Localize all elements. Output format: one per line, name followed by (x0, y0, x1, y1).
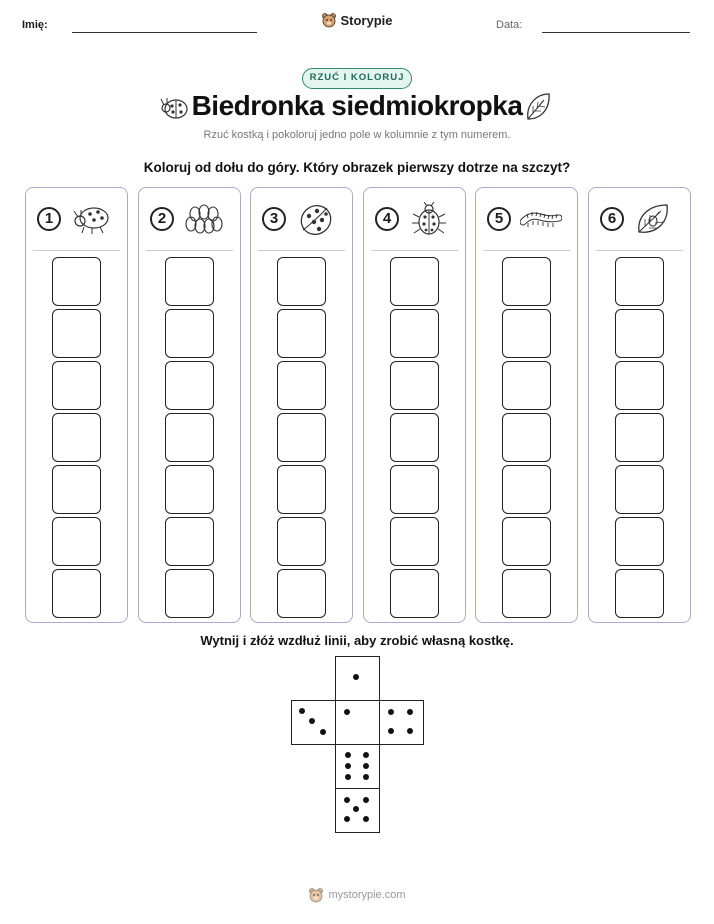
color-cell[interactable] (52, 465, 101, 514)
leaf-deco-icon (524, 91, 552, 123)
bear-mascot-icon (321, 12, 337, 28)
color-cell[interactable] (502, 361, 551, 410)
color-cell[interactable] (502, 569, 551, 618)
color-cell[interactable] (165, 413, 214, 462)
name-label: Imię: (22, 19, 48, 31)
color-cell[interactable] (502, 413, 551, 462)
column-header (364, 200, 465, 240)
color-cell[interactable] (277, 361, 326, 410)
column-number: 2 (150, 207, 174, 231)
color-cell[interactable] (52, 569, 101, 618)
eggs-icon (183, 202, 225, 238)
color-cell[interactable] (52, 361, 101, 410)
die-face (379, 700, 424, 745)
color-cell[interactable] (615, 309, 664, 358)
die-pip (345, 763, 351, 769)
die-pip (299, 708, 305, 714)
column-number: 4 (375, 207, 399, 231)
color-cell[interactable] (165, 309, 214, 358)
color-cell[interactable] (52, 257, 101, 306)
color-cell[interactable] (502, 309, 551, 358)
column-3 (250, 187, 353, 623)
column-header (476, 200, 577, 240)
die-pip (344, 797, 350, 803)
color-cell[interactable] (390, 413, 439, 462)
column-header (26, 200, 127, 240)
brand-name: Storypie (340, 12, 393, 28)
color-cell[interactable] (502, 257, 551, 306)
column-divider (146, 250, 233, 251)
category-badge: RZUĆ I KOLORUJ (302, 68, 412, 89)
name-line[interactable] (72, 32, 257, 33)
color-cell[interactable] (615, 361, 664, 410)
color-cell[interactable] (165, 465, 214, 514)
die-pip (407, 728, 413, 734)
footer (0, 887, 714, 903)
die-pip (363, 774, 369, 780)
color-cell[interactable] (277, 413, 326, 462)
column-number: 5 (487, 207, 511, 231)
column-header (139, 200, 240, 240)
column-divider (483, 250, 570, 251)
color-cell[interactable] (277, 309, 326, 358)
color-cell[interactable] (52, 517, 101, 566)
column-number: 6 (600, 207, 624, 231)
ladybug-shell-icon (295, 202, 337, 238)
bear-mascot-icon (308, 887, 324, 903)
die-face (335, 744, 380, 789)
column-2 (138, 187, 241, 623)
color-cell[interactable] (615, 413, 664, 462)
color-cell[interactable] (277, 465, 326, 514)
cut-instruction: Wytnij i złóż wzdłuż linii, aby zrobić własną kostkę. (200, 633, 514, 648)
die-pip (388, 728, 394, 734)
color-cell[interactable] (277, 257, 326, 306)
die-pip (363, 752, 369, 758)
column-4 (363, 187, 466, 623)
page-title: Biedronka siedmiokropka (191, 90, 523, 121)
color-cell[interactable] (390, 257, 439, 306)
footer-url[interactable]: mystorypie.com (328, 889, 406, 901)
column-header (589, 200, 690, 240)
color-cell[interactable] (165, 361, 214, 410)
die-pip (353, 674, 359, 680)
date-label: Data: (496, 19, 523, 31)
color-cell[interactable] (615, 257, 664, 306)
brand-logo (0, 12, 714, 28)
color-cell[interactable] (615, 465, 664, 514)
die-face (335, 700, 380, 745)
color-cell[interactable] (390, 465, 439, 514)
die-pip (363, 763, 369, 769)
column-divider (258, 250, 345, 251)
ladybug-side-icon (70, 202, 112, 238)
color-cell[interactable] (390, 517, 439, 566)
die-pip (345, 752, 351, 758)
die-pip (353, 806, 359, 812)
subtitle: Rzuć kostką i pokoloruj jedno pole w kolumnie z tym numerem. (203, 129, 511, 141)
color-cell[interactable] (277, 569, 326, 618)
color-cell[interactable] (52, 413, 101, 462)
leaf-icon (633, 202, 675, 238)
die-pip (363, 816, 369, 822)
instruction: Koloruj od dołu do góry. Który obrazek pierwszy dotrze na szczyt? (143, 160, 571, 175)
column-6 (588, 187, 691, 623)
larva-icon (520, 202, 562, 238)
column-number: 3 (262, 207, 286, 231)
color-cell[interactable] (277, 517, 326, 566)
color-cell[interactable] (52, 309, 101, 358)
column-5 (475, 187, 578, 623)
color-cell[interactable] (615, 517, 664, 566)
die-face (335, 788, 380, 833)
die-pip (344, 816, 350, 822)
color-cell[interactable] (165, 517, 214, 566)
die-pip (407, 709, 413, 715)
color-cell[interactable] (502, 517, 551, 566)
die-pip (363, 797, 369, 803)
color-cell[interactable] (165, 257, 214, 306)
column-divider (33, 250, 120, 251)
column-header (251, 200, 352, 240)
color-cell[interactable] (615, 569, 664, 618)
date-line[interactable] (542, 32, 690, 33)
die-pip (309, 718, 315, 724)
color-cell[interactable] (390, 361, 439, 410)
column-1 (25, 187, 128, 623)
die-pip (345, 774, 351, 780)
column-number: 1 (37, 207, 61, 231)
die-pip (388, 709, 394, 715)
die-pip (320, 729, 326, 735)
color-cell[interactable] (165, 569, 214, 618)
color-cell[interactable] (390, 309, 439, 358)
column-divider (596, 250, 683, 251)
ladybug-top-icon (408, 202, 450, 238)
color-cell[interactable] (390, 569, 439, 618)
die-pip (344, 709, 350, 715)
color-cell[interactable] (502, 465, 551, 514)
die-face (335, 656, 380, 701)
column-divider (371, 250, 458, 251)
die-face (291, 700, 336, 745)
